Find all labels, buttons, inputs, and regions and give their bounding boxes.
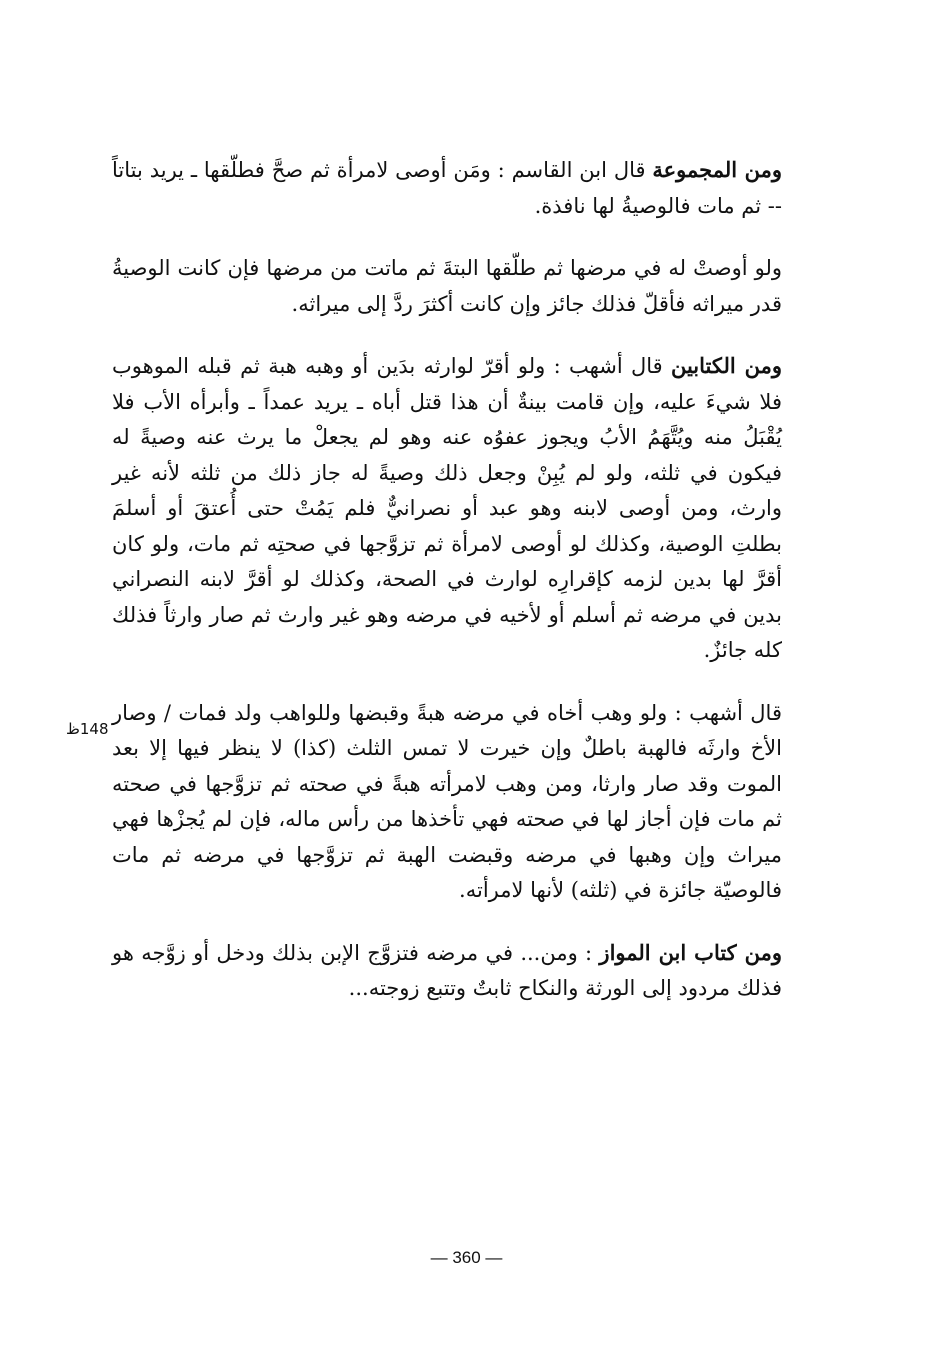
paragraph-text: ولو أوصتْ له في مرضها ثم طلّقها البتةَ ثم ماتت من مرضها فإن كانت الوصيةُ قدر ميراثه فأقلّ فذلك جائز وإن كانت أكثرَ ردَّ إلى ميراثه.: [112, 256, 782, 316]
paragraph-majmua: [112, 152, 782, 224]
paragraph-ashhab: [112, 695, 782, 909]
source-heading: ومن كتاب ابن المواز: [599, 939, 782, 965]
paragraph-text: قال أشهب : ولو أقرّ لوارثه بدَين أو وهبه هبة ثم قبله الموهوب فلا شيءَ عليه، وإن قامت بينةٌ أن هذا قتل أباه ـ يريد عمداً ـ وأبرأه الأب فلا يُقْبَلُ منه ويُتَّهَمُ الأبُ ويجوز عفوُه عنه وهو لم يجعلْ ما يرث عنه وصيةً له فيكون في ثلثه، ولو لم يُبِنْ وجعل ذلك وصيةً له جاز ذلك من ثلثه لأنه غير وارث، ومن أوصى لابنه وهو عبد أو نصرانيٌّ فلم يَمُتْ حتى أُعتقَ أو أسلمَ بطلتِ الوصية، وكذلك لو أوصى لامرأة ثم تزوَّجها في صحتِه ثم مات، ولو كان أقرَّ لها بدين لزمه كإقرارِه لوارث في الصحة، وكذلك لو أقرَّ لابنه النصراني بدين في مرضه ثم أسلم أو لأخيه في مرضه وهو غير وارث ثم صار وارثاً فذلك كله جائزٌ.: [112, 354, 782, 662]
source-heading: ومن المجموعة: [652, 157, 782, 182]
folio-margin-note: 148ظ: [66, 720, 109, 738]
page-number: — 360 —: [430, 1248, 503, 1267]
paragraph-kitabayn: [112, 348, 782, 669]
paragraph-text: قال أشهب : ولو وهب أخاه في مرضه هبةً وقبضها وللواهب ولد فمات / وصار الأخ وارثَه فالهبة باطلٌ وإن خيرت لا تمس الثلث (كذا) لا ينظر فيها إلا بعد الموت وقد صار وارثا، ومن وهب لامرأته هبةً في صحته ثم تزوَّجها في صحته ثم مات فإن أجاز لها في صحته فهي تأخذها من رأس ماله، فإن لم يُجزْها فهي ميراث وإن وهبها في مرضه وقبضت الهبة ثم تزوَّجها في مرضه ثم مات فالوصيّة جائزة في (ثلثه) لأنها لامرأته.: [112, 700, 782, 902]
paragraph-wife-bequest: [112, 250, 782, 322]
paragraph-ibn-mawwaz: [112, 935, 782, 1007]
paragraph-text: : ومن... في مرضه فتزوَّج الإبن بذلك ودخل أو زوَّجه هو فذلك مردود إلى الورثة والنكاح ثابتٌ وتتبع زوجته...: [112, 940, 782, 1000]
source-heading: ومن الكتابين: [670, 353, 783, 378]
body-text: [112, 152, 782, 1033]
paragraph-text: قال ابن القاسم : ومَن أوصى لامرأة ثم صحَّ فطلّقها ـ يريد بتاتاً -- ثم مات فالوصيةُ لها نافذة.: [112, 158, 782, 218]
